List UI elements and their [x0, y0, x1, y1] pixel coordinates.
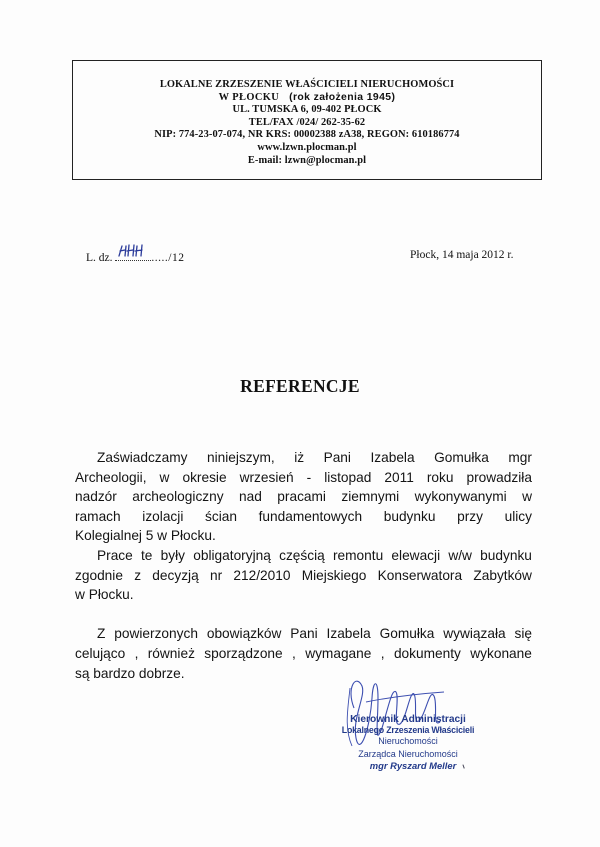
body-word: wymagane	[305, 645, 372, 661]
body-line	[75, 546, 532, 566]
official-stamp	[338, 714, 478, 771]
letterhead-website: www.lzwn.plocman.pl	[257, 141, 357, 153]
body-word: wywiązała	[443, 626, 506, 642]
body-word: Gomułka	[379, 626, 435, 642]
body-word: decyzją	[152, 567, 199, 583]
body-word: ulicy	[504, 508, 532, 524]
body-line	[75, 487, 532, 507]
body-word: przy	[457, 508, 483, 524]
document-body	[75, 448, 532, 683]
body-word: dokumenty	[393, 645, 461, 661]
stamp-line-4: Zarządca Nieruchomości	[358, 748, 458, 759]
body-word: Prace	[97, 547, 133, 563]
body-word: budynku	[383, 508, 436, 524]
body-word: ,	[292, 645, 296, 661]
body-word: ,	[380, 645, 385, 661]
body-word: są bardzo dobrze.	[75, 665, 185, 681]
body-word: mgr	[508, 450, 532, 465]
body-word: obligatoryjną	[193, 547, 271, 563]
body-word: archeologiczny	[132, 489, 224, 505]
body-word: sporządzone	[204, 645, 283, 661]
body-word: -	[306, 469, 312, 485]
body-word: nr	[209, 567, 223, 583]
stamp-line-3: Nieruchomości	[378, 736, 438, 747]
body-line	[75, 448, 532, 468]
letterhead-org-name: LOKALNE ZRZESZENIE WŁAŚCICIELI NIERUCHOMOŚCI	[159, 79, 455, 90]
body-word: ramach	[75, 508, 121, 524]
body-word: Gomułka	[434, 450, 489, 465]
body-word: wrzesień	[239, 469, 294, 485]
body-line	[75, 566, 532, 586]
body-line	[75, 624, 532, 644]
body-word: Zaświadczamy	[97, 450, 188, 465]
body-word: Izabela	[326, 626, 371, 642]
letterhead-founded: (rok założenia 1945)	[289, 91, 396, 103]
paragraph-spacer	[75, 605, 532, 625]
body-word: Archeologii,	[75, 469, 147, 485]
body-word: niniejszym,	[207, 450, 275, 465]
document-title: REFERENCJE	[240, 376, 360, 396]
paragraph-2	[75, 546, 532, 605]
body-word: Konserwatora	[377, 567, 463, 583]
letterhead-box	[72, 60, 542, 180]
reference-number	[86, 251, 184, 264]
body-line	[75, 507, 532, 527]
body-word: 212/2010	[233, 567, 291, 583]
letterhead-registry: NIP: 774-23-07-074, NR KRS: 00002388 zA38, REGON: 610186774	[154, 129, 460, 141]
body-word: ,	[134, 645, 139, 661]
body-word: ziemnymi	[341, 489, 400, 505]
paragraph-1	[75, 448, 532, 546]
body-word: roku	[426, 469, 454, 485]
body-word: izolacji	[142, 508, 184, 524]
body-word: w	[522, 489, 532, 505]
body-word: Zabytków	[473, 567, 532, 583]
handwritten-reference-mark	[115, 251, 151, 261]
letterhead-address: UL. TUMSKA 6, 09-402 PŁOCK	[232, 104, 382, 116]
body-word: 2011	[384, 469, 414, 485]
body-word: fundamentowych	[258, 508, 363, 524]
stamp-line-5: mgr Ryszard Meller	[369, 759, 457, 771]
reference-prefix: L. dz.	[86, 252, 116, 264]
body-word: nadzór	[75, 489, 117, 505]
body-word: w	[159, 469, 170, 485]
body-word: się	[514, 626, 532, 642]
body-word: były	[160, 547, 185, 563]
body-line	[75, 526, 532, 546]
body-word: celująco	[75, 645, 126, 661]
body-word: pracami	[277, 489, 326, 505]
body-word: remontu	[332, 547, 384, 563]
reference-suffix: ...../12	[151, 252, 185, 264]
letterhead-email: E-mail: lzwn@plocman.pl	[247, 154, 367, 166]
body-word: iż	[294, 450, 305, 465]
letterhead-phone: TEL/FAX /024/ 262-35-62	[248, 116, 366, 128]
body-line	[75, 585, 532, 605]
body-word: zgodnie	[75, 567, 123, 583]
body-word: Z	[97, 626, 106, 642]
body-word: okresie	[182, 469, 227, 485]
body-word: wykonane	[470, 645, 532, 661]
body-word: w/w	[448, 547, 472, 563]
body-word: obowiązków	[206, 626, 282, 642]
body-line	[75, 468, 532, 488]
body-word: prowadziła	[466, 469, 532, 485]
body-word: Pani	[290, 626, 318, 642]
body-word: częścią	[279, 547, 325, 563]
body-word: nad	[239, 489, 262, 505]
body-word: Miejskiego	[301, 567, 367, 583]
body-word: budynku	[480, 547, 532, 563]
body-word: listopad	[324, 469, 372, 485]
body-line	[75, 644, 532, 664]
letterhead-city-line	[73, 92, 541, 105]
letterhead-city: W PŁOCKU	[218, 91, 280, 103]
stamp-line-1: Kierownik Administracji	[350, 714, 466, 725]
body-word: ścian	[205, 508, 237, 524]
body-word: elewacji	[391, 547, 441, 563]
body-word: w Płocku.	[75, 587, 134, 603]
body-word: wykonywanymi	[414, 489, 507, 505]
body-word: Izabela	[370, 450, 415, 465]
stamp-line-2: Lokalnego Zrzeszenia Właścicieli	[341, 725, 475, 736]
body-word: Pani	[323, 450, 351, 465]
body-word: powierzonych	[114, 626, 198, 642]
body-word: Kolegialnej 5 w Płocku.	[75, 528, 216, 544]
body-word: te	[141, 547, 153, 563]
date-line: Płock, 14 maja 2012 r.	[410, 249, 514, 261]
body-word: również	[147, 645, 195, 661]
body-word: z	[134, 567, 142, 583]
